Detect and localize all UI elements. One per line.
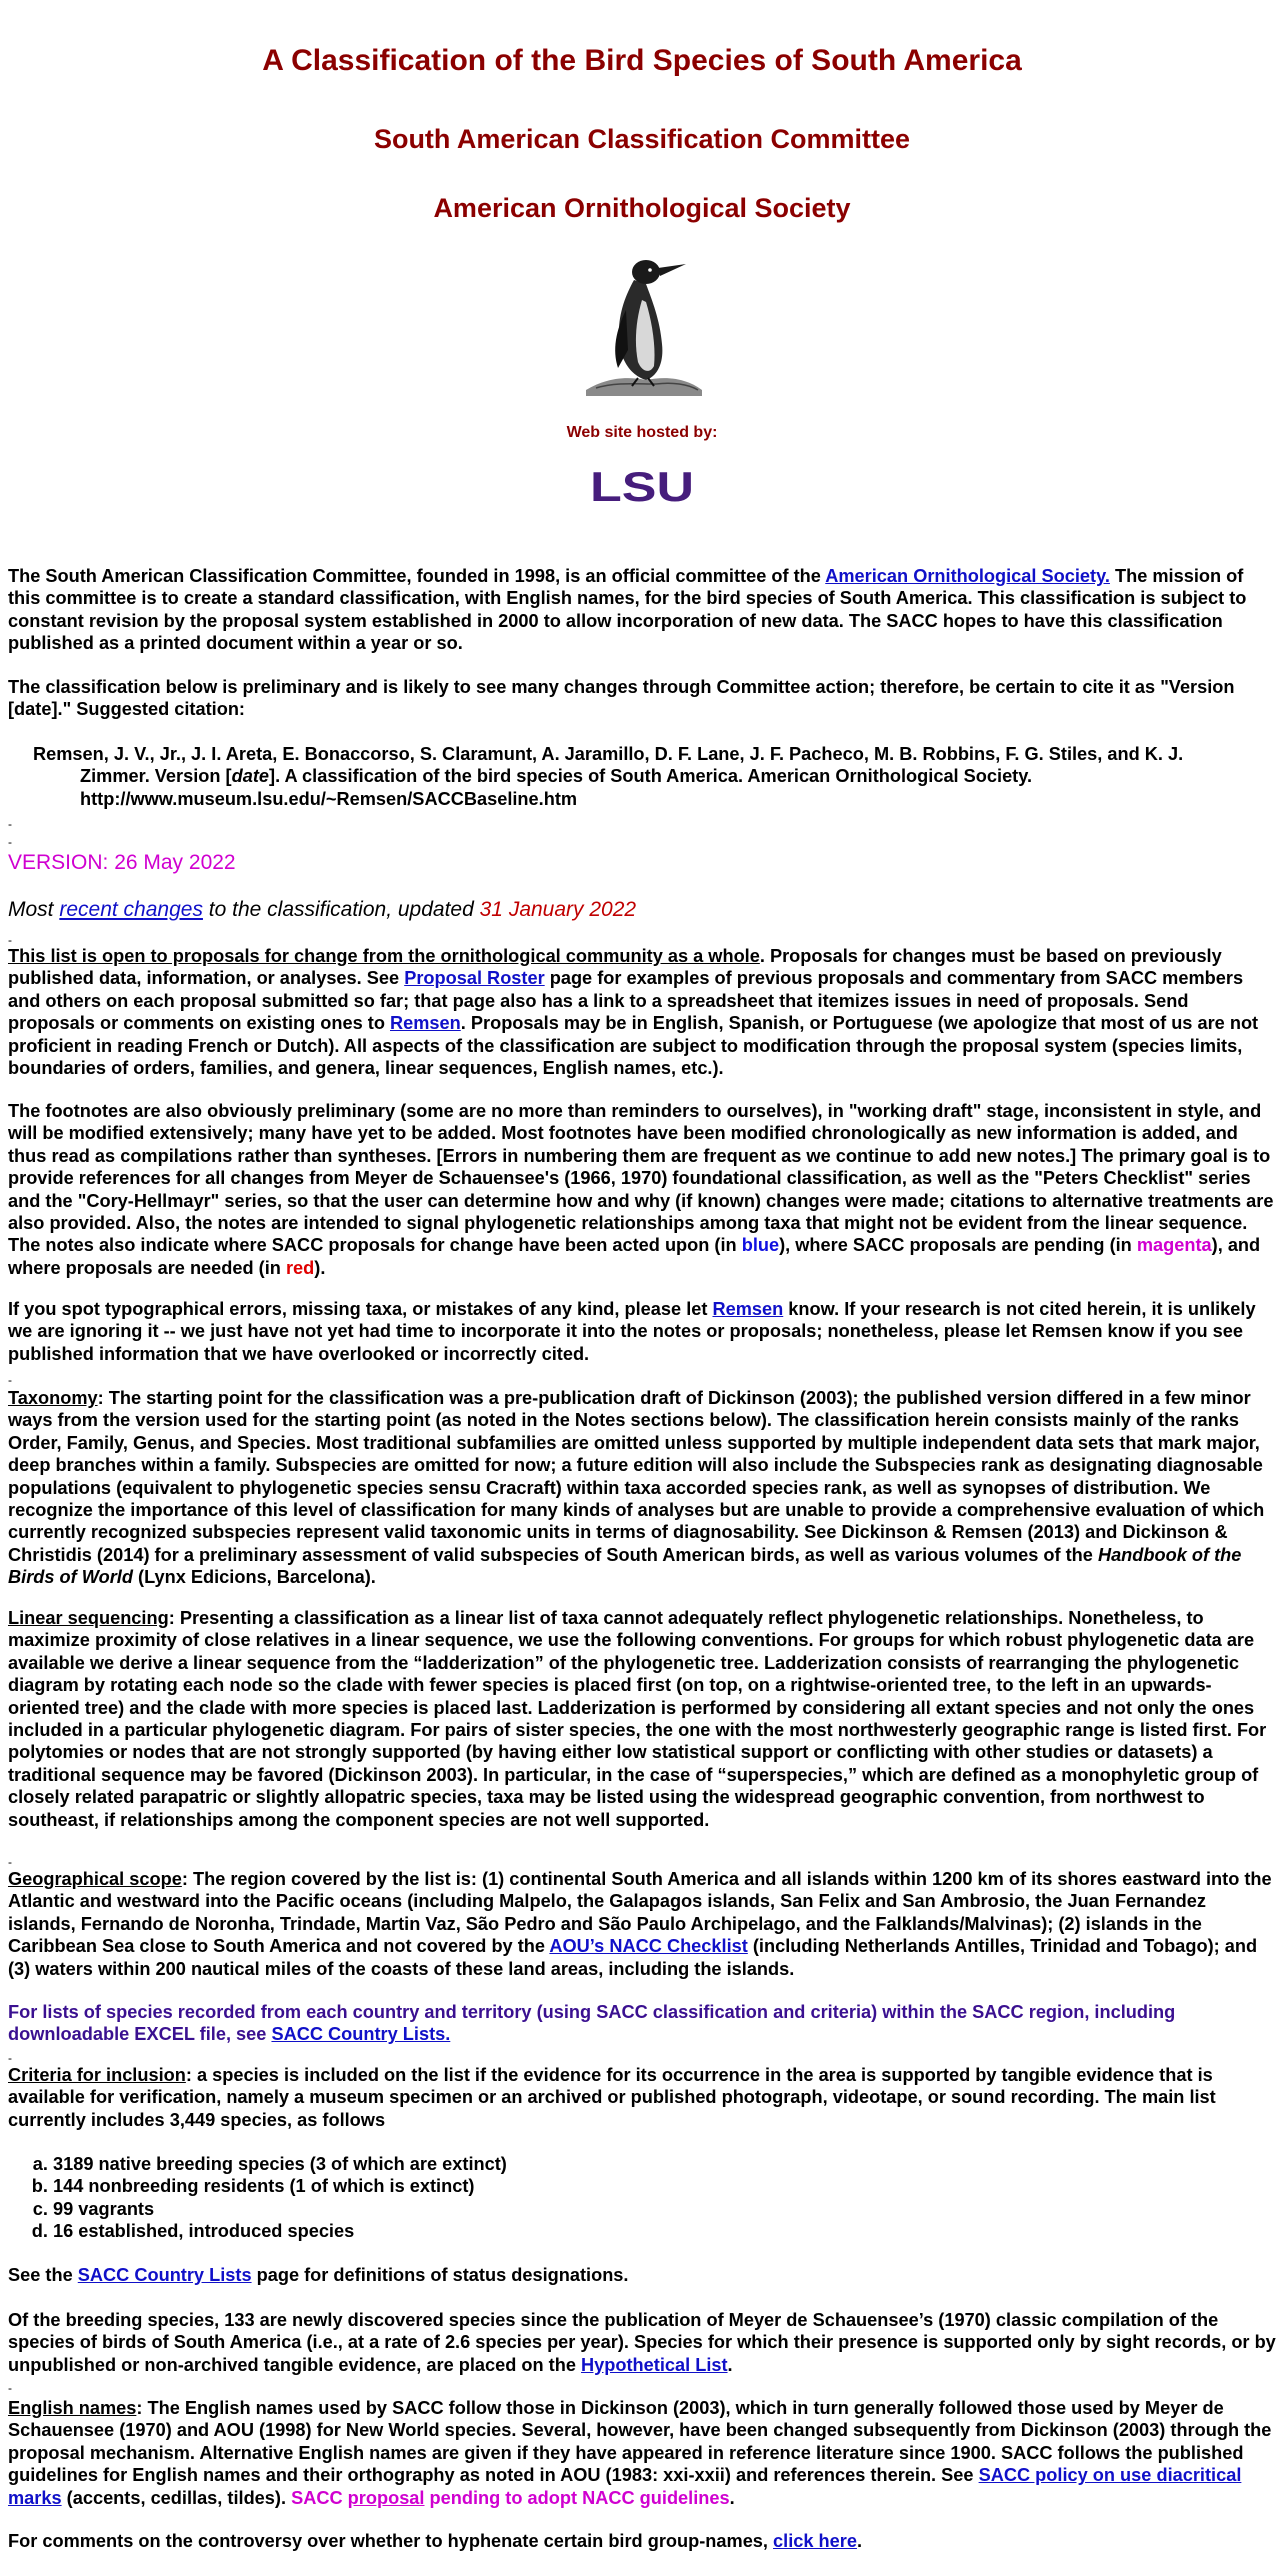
society-heading: American Ornithological Society	[433, 193, 851, 223]
errors-paragraph: If you spot typographical errors, missing taxa, or mistakes of any kind, please let Remsen know. If your research is not cited herein, it is unlikely we are ignoring it -- we just have not yet had time to incorporate it into the notes or proposals; nonetheless, please let Remsen know if you see published information that we have overlooked or incorrectly cited.	[8, 1299, 1256, 1364]
bird-illustration	[576, 250, 710, 398]
intro-paragraph: The South American Classification Committee, founded in 1998, is an official committee of the American Ornithological Society. The mission of this committee is to create a standard classification, with English names, for the bird species of South America. This classification is subject to constant revision by the proposal system established in 2000 to allow incorporation of new data. The SACC hopes to have this classification published as a printed document within a year or so.	[8, 566, 1247, 654]
list-item: a. 3189 native breeding species (3 of which are extinct)	[53, 2153, 1278, 2175]
criteria-paragraph: Criteria for inclusion: a species is included on the list if the evidence for its occurrence in the area is supported by tangible evidence that is available for verification, namely a museum specimen or an archived or published photograph, videotape, or sound recording. The main list currently includes 3,449 species, as follows	[8, 2065, 1216, 2130]
breeding-species-paragraph: Of the breeding species, 133 are newly discovered species since the publication of Meyer de Schauensee’s (1970) classic compilation of the species of birds of South America (i.e., at a rate of 2.6 species per year). Species for which their presence is supported only by sight records, or by unpublished or non-archived tangible evidence, are placed on the Hypothetical List.	[8, 2310, 1276, 2375]
status-definitions-paragraph: See the SACC Country Lists page for definitions of status designations.	[8, 2265, 629, 2285]
page-title: A Classification of the Bird Species of South America	[262, 44, 1022, 77]
proposal-roster-link[interactable]: Proposal Roster	[404, 968, 545, 989]
list-item: b. 144 nonbreeding residents (1 of which is extinct)	[53, 2175, 1278, 2197]
aos-link[interactable]: American Ornithological Society.	[825, 566, 1110, 586]
country-lists-status-link[interactable]: SACC Country Lists	[77, 2265, 252, 2285]
country-lists-link[interactable]: SACC Country Lists.	[271, 2024, 451, 2045]
nacc-proposal-link[interactable]: proposal	[347, 2487, 425, 2508]
species-count-list	[8, 2153, 1278, 2243]
diacritical-policy-link[interactable]: SACC policy on use diacritical marks	[8, 2465, 1242, 2508]
lsu-logo[interactable]	[588, 464, 696, 506]
geographic-scope-paragraph: Geographical scope: The region covered by the list is: (1) continental South America and all islands within 1200 km of its shores eastward into the Atlantic and westward into the Pacific oceans (including Malpelo, the Galapagos islands, San Felix and San Ambrosio, the Juan Fernandez islands, Fernando de Noronha, Trindade, Martin Vaz, São Pedro and São Paulo Archipelago, and the Falklands/Malvinas); (2) islands in the Caribbean Sea close to South America and not covered by the AOU’s NACC Checklist (including Netherlands Antilles, Trinidad and Tobago); and (3) waters within 200 nautical miles of the coasts of these land areas, including the islands.	[8, 1869, 1272, 1979]
taxonomy-paragraph: Taxonomy: The starting point for the classification was a pre-publication draft of Dickinson (2003); the published version differed in a few minor ways from the version used for the starting point (as noted in the Notes sections below). The classification herein consists mainly of the ranks Order, Family, Genus, and Species. Most traditional subfamilies are omitted unless supported by multiple independent data sets that mark major, deep branches within a family. Subspecies are omitted for now; a future edition will also include the Subspecies rank as designating diagnosable populations (equivalent to phylogenetic species sensu Cracraft) within taxa accorded species rank, as well as synopses of distribution. We recognize the importance of this level of classification for many kinds of analyses but are unable to provide a comprehensive evaluation of which currently recognized subspecies represent valid taxonomic units in terms of diagnosability. See Dickinson & Remsen (2013) and Dickinson & Christidis (2014) for a preliminary assessment of valid subspecies of South American birds, as well as various volumes of the Handbook of the Birds of World (Lynx Edicions, Barcelona).	[8, 1388, 1265, 1588]
suggested-citation: Remsen, J. V., Jr., J. I. Areta, E. Bonaccorso, S. Claramunt, A. Jaramillo, D. F. Lane, J. F. Pacheco, M. B. Robbins, F. G. Stiles, and K. J. Zimmer. Version [date]. A classification of the bird species of South America. American Ornithological Society. http://www.museum.lsu.edu/~Remsen/SACCBaseline.htm	[33, 744, 1184, 809]
page: A Classification of the Bird Species of South America South American Classification Committee American Ornithological Society Web site hosted by: LSU The South American Classification Committee, founded in 1998, is an official committee of the American Ornithological Society. The mission of this committee is to create a standard classification, with English names, for the bird species of South America. This classification is subject to constant revision by the proposal system established in 2000 to allow incorporation of new data. The SACC hopes to have this classification published as a printed document within a year or so. The classification below is preliminary and is likely to see many changes through Committee action; therefore, be certain to cite it as "Version [date]." Suggested citation: Remsen, J. V., Jr., J. I. Areta, E. Bonaccorso, S. Claramunt, A. Jaramillo, D. F. Lane, J. F. Pacheco, M. B. Robbins, F. G. Stiles, and K. J. Zimmer. Version [date]. A classification of the bird species of South America. American Ornithological Society. http://www.museum.lsu.edu/~Remsen/SACCBaseline.htm - - VERSION: 26 May 2022 Most recent changes to the classification, updated 31 January 2022 - This list is open to proposals for change from the ornithological community as a whole. Proposals for changes must be based on previously published data, information, or analyses. See Proposal Roster page for examples of previous proposals and commentary from SACC members and others on each proposal submitted so far; that page also has a link to a spreadsheet that itemizes issues in need of proposals. Send proposals or comments on existing ones to Remsen. Proposals may be in English, Spanish, or Portuguese (we apologize that most of us are not proficient in reading French or Dutch). All aspects of the classification are subject to modification through the proposal system (species limits, boundaries of orders, families, and genera, linear sequences, English names, etc.). The footnotes are also obviously preliminary (some are no more than reminders to ourselves), in "working draft" stage, inconsistent in style, and will be modified extensively; many have yet to be added. Most footnotes have been modified chronologically as new information is added, and thus read as compilations rather than syntheses. [Errors in numbering them are frequent as we continue to add new notes.] The primary goal is to provide references for all changes from Meyer de Schauensee's (1966, 1970) foundational classification, as well as the "Peters Checklist" series and the "Cory-Hellmayr" series, so that the user can determine how and why (if known) changes were made; citations to alternative treatments are also provided. Also, the notes are intended to signal phylogenetic relationships among taxa that might not be evident from the linear sequence. The notes also indicate where SACC proposals for change have been acted upon (in blue), where SACC proposals are pending (in magenta), and where proposals are needed (in red). If you spot typographical errors, missing taxa, or mistakes of any kind, please let Remsen know. If your research is not cited herein, it is unlikely we are ignoring it -- we just have not yet had time to incorporate it into the notes or proposals; nonetheless, please let Remsen know if you see published information that we have overlooked or incorrectly cited. - Taxonomy: The starting point for the classification was a pre-publication draft of Dickinson (2003); the published version differed in a few minor ways from the version used for the starting point (as noted in the Notes sections below). The classification herein consists mainly of the ranks Order, Family, Genus, and Species. Most traditional subfamilies are omitted unless supported by multiple independent data sets that mark major, deep branches within a family. Subspecies are omitted for now; a future edition will also include the Subspecies rank as designating diagnosable populations (equivalent to phylogenetic species sensu Cracraft) within taxa accorded species rank, as well as synopses of distribution. We recognize the importance of this level of classification for many kinds of analyses but are unable to provide a comprehensive evaluation of which currently recognized subspecies represent valid taxonomic units in terms of diagnosability. See Dickinson & Remsen (2013) and Dickinson & Christidis (2014) for a preliminary assessment of valid subspecies of South American birds, as well as various volumes of the Handbook of the Birds of World (Lynx Edicions, Barcelona). Linear sequencing: Presenting a classification as a linear list of taxa cannot adequately reflect phylogenetic relationships. Nonetheless, to maximize proximity of close relatives in a linear sequence, we use the following conventions. For groups for which robust phylogenetic data are available we derive a linear sequence from the “ladderization” of the phylogenetic tree. Ladderization consists of rearranging the phylogenetic diagram by rotating each node so the clade with fewer species is placed first (on top, on a rightwise-oriented tree, to the left in an upwards-oriented tree) and the clade with more species is placed last. Ladderization is performed by considering all extant species and not only the ones included in a particular phylogenetic diagram. For pairs of sister species, the one with the most northwesterly geographic range is listed first. For polytomies or nodes that are not strongly supported (by having either low statistical support or conflicting with other studies or datasets) a traditional sequence may be favored (Dickinson 2003). In particular, in the case of “superspecies,” which are defined as a monophyletic group of closely related parapatric or slightly allopatric species, taxa may be listed using the widespread geographic convention, from northwest to southeast, if relationships among the component species are not well supported. - Geographical scope: The region covered by the list is: (1) continental South America and all islands within 1200 km of its shores eastward into the Atlantic and westward into the Pacific oceans (including Malpelo, the Galapagos islands, San Felix and San Ambrosio, the Juan Fernandez islands, Fernando de Noronha, Trindade, Martin Vaz, São Pedro and São Paulo Archipelago, and the Falklands/Malvinas); (2) islands in the Caribbean Sea close to South America and not covered by the AOU’s NACC Checklist (including Netherlands Antilles, Trinidad and Tobago); and (3) waters within 200 nautical miles of the coasts of these land areas, including the islands. For lists of species recorded from each country and territory (using SACC classification and criteria) within the SACC region, including downloadable EXCEL file, see SACC Country Lists. - Criteria for inclusion: a species is included on the list if the evidence for its occurrence in the area is supported by tangible evidence that is available for verification, namely a museum specimen or an archived or published photograph, videotape, or sound recording. The main list currently includes 3,449 species, as follows a. 3189 native breeding species (3 of which are extinct) b. 144 nonbreeding residents (1 of which is extinct) c. 99 vagrants d. 16 established, introduced species See the SACC Country Lists page for definitions of status designations. Of the breeding species, 133 are newly discovered species since the publication of Meyer de Schauensee’s (1970) classic compilation of the species of birds of South America (i.e., at a rate of 2.6 species per year). Species for which their presence is supported only by sight records, or by unpublished or non-archived tangible evidence, are placed on the Hypothetical List. - English names: The English names used by SACC follow those in Dickinson (2003), which in turn generally followed those used by Meyer de Schauensee (1970) and AOU (1998) for New World species. Several, however, have been changed subsequently from Dickinson (2003) through the proposal mechanism. Alternative English names are given if they have appeared in reference literature since 1900. SACC follows the published guidelines for English names and their orthography as noted in AOU (1983: xxi-xxii) and references therein. See SACC policy on use diacritical marks (accents, cedillas, tildes). SACC proposal pending to adopt NACC guidelines. For comments on the controversy over whether to hyphenate certain bird group-names, click here.	[0, 0, 1284, 2568]
hyphenation-link[interactable]: click here	[773, 2531, 857, 2551]
proposals-paragraph: This list is open to proposals for change from the ornithological community as a whole. Proposals for changes must be based on previously published data, information, or analyses. See Proposal Roster page for examples of previous proposals and commentary from SACC members and others on each proposal submitted so far; that page also has a link to a spreadsheet that itemizes issues in need of proposals. Send proposals or comments on existing ones to Remsen. Proposals may be in English, Spanish, or Portuguese (we apologize that most of us are not proficient in reading French or Dutch). All aspects of the classification are subject to modification through the proposal system (species limits, boundaries of orders, families, and genera, linear sequences, English names, etc.).	[8, 946, 1259, 1079]
recent-changes-line: Most recent changes to the classification, updated 31 January 2022	[8, 898, 637, 921]
remsen-link[interactable]: Remsen	[390, 1013, 461, 1034]
list-item: c. 99 vagrants	[53, 2198, 1278, 2220]
english-names-paragraph: English names: The English names used by SACC follow those in Dickinson (2003), which in turn generally followed those used by Meyer de Schauensee (1970) and AOU (1998) for New World species. Several, however, have been changed subsequently from Dickinson (2003) through the proposal mechanism. Alternative English names are given if they have appeared in reference literature since 1900. SACC follows the published guidelines for English names and their orthography as noted in AOU (1983: xxi-xxii) and references therein. See SACC policy on use diacritical marks (accents, cedillas, tildes). SACC proposal pending to adopt NACC guidelines.	[8, 2398, 1272, 2508]
hyphenation-paragraph: For comments on the controversy over whether to hyphenate certain bird group-names, click here.	[8, 2531, 863, 2551]
preliminary-paragraph: The classification below is preliminary and is likely to see many changes through Committee action; therefore, be certain to cite it as "Version [date]." Suggested citation:	[8, 677, 1235, 720]
country-lists-paragraph: For lists of species recorded from each country and territory (using SACC classification and criteria) within the SACC region, including downloadable EXCEL file, see SACC Country Lists.	[8, 2002, 1176, 2045]
list-item: d. 16 established, introduced species	[53, 2220, 1278, 2242]
linear-sequencing-paragraph: Linear sequencing: Presenting a classification as a linear list of taxa cannot adequately reflect phylogenetic relationships. Nonetheless, to maximize proximity of close relatives in a linear sequence, we use the following conventions. For groups for which robust phylogenetic data are available we derive a linear sequence from the “ladderization” of the phylogenetic tree. Ladderization consists of rearranging the phylogenetic diagram by rotating each node so the clade with fewer species is placed first (on top, on a rightwise-oriented tree, to the left in an upwards-oriented tree) and the clade with more species is placed last. Ladderization is performed by considering all extant species and not only the ones included in a particular phylogenetic diagram. For pairs of sister species, the one with the most northwesterly geographic range is listed first. For polytomies or nodes that are not strongly supported (by having either low statistical support or conflicting with other studies or datasets) a traditional sequence may be favored (Dickinson 2003). In particular, in the case of “superspecies,” which are defined as a monophyletic group of closely related parapatric or slightly allopatric species, taxa may be listed using the widespread geographic convention, from northwest to southeast, if relationships among the component species are not well supported.	[8, 1608, 1267, 1830]
footnotes-paragraph: The footnotes are also obviously preliminary (some are no more than reminders to ourselves), in "working draft" stage, inconsistent in style, and will be modified extensively; many have yet to be added. Most footnotes have been modified chronologically as new information is added, and thus read as compilations rather than syntheses. [Errors in numbering them are frequent as we continue to add new notes.] The primary goal is to provide references for all changes from Meyer de Schauensee's (1966, 1970) foundational classification, as well as the "Peters Checklist" series and the "Cory-Hellmayr" series, so that the user can determine how and why (if known) changes were made; citations to alternative treatments are also provided. Also, the notes are intended to signal phylogenetic relationships among taxa that might not be evident from the linear sequence. The notes also indicate where SACC proposals for change have been acted upon (in blue), where SACC proposals are pending (in magenta), and where proposals are needed (in red).	[8, 1101, 1274, 1278]
hypothetical-list-link[interactable]: Hypothetical List	[581, 2354, 728, 2375]
committee-heading: South American Classification Committee	[373, 124, 911, 154]
lsu-logo-text: LSU	[590, 464, 694, 506]
hosted-by-label: Web site hosted by:	[566, 424, 718, 441]
nacc-checklist-link[interactable]: AOU’s NACC Checklist	[549, 1936, 748, 1957]
version-label: VERSION: 26 May 2022	[8, 851, 236, 874]
remsen-contact-link[interactable]: Remsen	[712, 1299, 784, 1319]
recent-changes-link[interactable]: recent changes	[59, 898, 203, 921]
